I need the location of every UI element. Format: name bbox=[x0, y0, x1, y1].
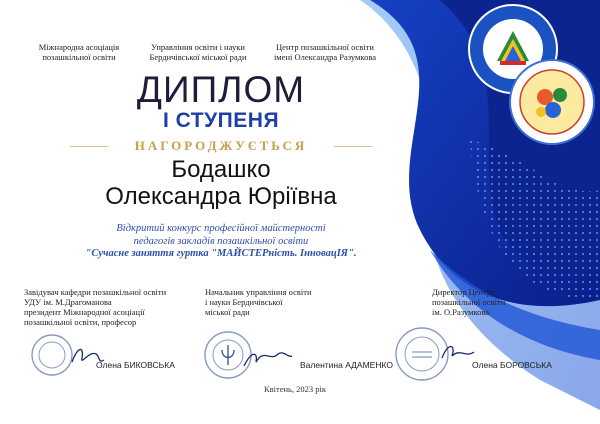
signatory-position: позашкільної освіти, професор bbox=[24, 317, 137, 327]
signatory-block-1 bbox=[24, 287, 184, 327]
center-after-school-education-emblem bbox=[505, 55, 600, 150]
signatory-name-1: Олена БИКОВСЬКА bbox=[96, 360, 175, 370]
signatory-block-3 bbox=[432, 287, 562, 317]
signatory-position: Начальник управління освіти bbox=[205, 287, 312, 297]
signatory-position: президент Міжнародної асоціації bbox=[24, 307, 145, 317]
competition-title: "Сучасне заняття гуртка "МАЙСТЕРність. ІнновацІЯ". bbox=[85, 248, 357, 259]
recipient-given-names: Олександра Юріївна bbox=[105, 183, 337, 210]
diploma-degree: І СТУПЕНЯ bbox=[162, 109, 280, 132]
competition-line: педагогів закладів позашкільної освіти bbox=[133, 236, 309, 247]
diploma-title: ДИПЛОМ bbox=[136, 69, 306, 110]
signatory-name-3: Олена БОРОВСЬКА bbox=[472, 360, 552, 370]
issue-date: Квітень, 2023 рік bbox=[263, 384, 327, 394]
signatory-block-2 bbox=[205, 287, 355, 317]
competition-line: Відкритий конкурс професійної майстерності bbox=[116, 223, 326, 234]
org-line: Бердичівської міської ради bbox=[149, 52, 247, 62]
signature-adamenko bbox=[240, 342, 294, 372]
org-line: Управління освіти і науки bbox=[151, 42, 245, 52]
signatory-name-2: Валентина АДАМЕНКО bbox=[300, 360, 393, 370]
signatory-position: УДУ ім. М.Драгоманова bbox=[24, 297, 112, 307]
award-caption: НАГОРОДЖУЄТЬСЯ bbox=[134, 138, 308, 153]
recipient-surname: Бодашко bbox=[171, 156, 271, 183]
org-header-center bbox=[265, 42, 385, 62]
signatory-position: ім. О.Разумкова bbox=[432, 307, 490, 317]
signatory-position: позашкільної освіти bbox=[432, 297, 506, 307]
org-line: імені Олександра Разумкова bbox=[273, 52, 377, 62]
signatory-position: Завідувач кафедри позашкільної освіти bbox=[24, 287, 167, 297]
signatory-position: і науки Бердичівської bbox=[205, 297, 283, 307]
divider-right bbox=[334, 146, 372, 147]
competition-description bbox=[40, 222, 402, 248]
org-header-association bbox=[24, 42, 134, 62]
org-line: Міжнародна асоціація bbox=[38, 42, 120, 52]
signatory-position: Директор Центру bbox=[432, 287, 496, 297]
org-header-department bbox=[133, 42, 263, 62]
signatory-position: міської ради bbox=[205, 307, 250, 317]
org-line: позашкільної освіти bbox=[42, 52, 116, 62]
org-line: Центр позашкільної освіти bbox=[276, 42, 374, 52]
